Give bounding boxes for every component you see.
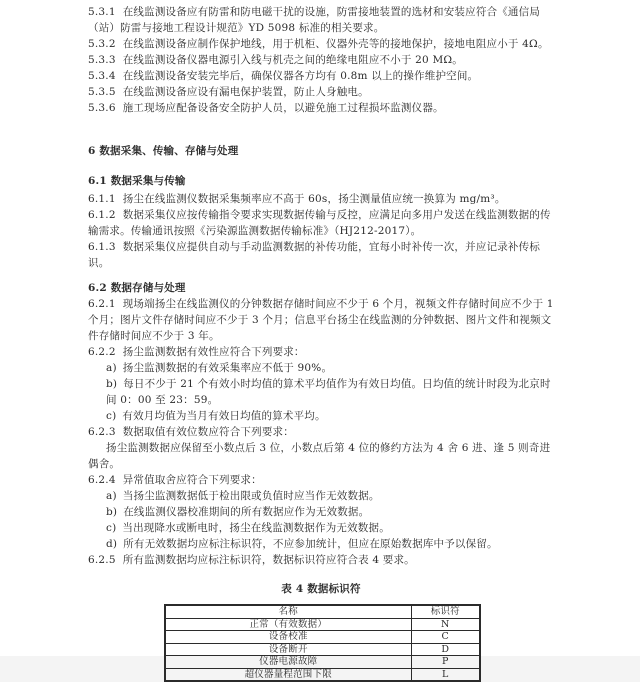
clause-number: 6.1.3 xyxy=(88,241,116,253)
clause-number: 6.1.1 xyxy=(88,193,116,205)
item-label: c) xyxy=(106,410,117,422)
list-item-624-b xyxy=(88,504,554,520)
clause-6-2-3-paragraph: 扬尘监测数据应保留至小数点后 3 位，小数点后第 4 位的修约方法为 4 舍 6 进、逢 5 则奇进偶舍。 xyxy=(88,442,551,470)
clause-number: 5.3.2 xyxy=(88,38,116,50)
section-6-heading: 6 数据采集、传输、存储与处理 xyxy=(88,145,239,157)
clause-number: 5.3.4 xyxy=(88,70,116,82)
table-row xyxy=(165,656,480,669)
section-6-1-heading: 6.1 数据采集与传输 xyxy=(88,175,186,187)
clause-text: 扬尘监测数据有效性应符合下列要求： xyxy=(122,346,305,358)
clause-5-3-3 xyxy=(88,52,554,68)
item-text: 所有无效数据均应标注标识符，不应参加统计，但应在原始数据库中予以保留。 xyxy=(123,538,498,550)
clause-number: 5.3.3 xyxy=(88,54,116,66)
row-code: C xyxy=(412,631,480,644)
item-text: 当扬尘监测数据低于检出限或负值时应当作无效数据。 xyxy=(122,490,380,502)
clause-5-3-5 xyxy=(88,84,554,100)
table-row xyxy=(165,618,480,631)
clause-5-3-4 xyxy=(88,68,554,84)
item-text: 每日不少于 21 个有效小时均值的算术平均值作为有效日均值。日均值的统计时段为北京时间 0：00 至 23：59。 xyxy=(106,378,551,406)
item-label: c) xyxy=(106,522,117,534)
list-item-622-b xyxy=(88,376,554,408)
list-item-624-d xyxy=(88,536,554,552)
item-label: d) xyxy=(106,538,118,550)
clause-5-3-6 xyxy=(88,100,554,116)
item-text: 有效月均值为当月有效日均值的算术平均。 xyxy=(122,410,326,422)
document-content xyxy=(88,4,554,682)
item-text: 在线监测仪器校准期间的所有数据应作为无效数据。 xyxy=(123,506,370,518)
clause-text: 数据采集仪应提供自动与手动监测数据的补传功能，宜每小时补传一次，并应记录补传标识。 xyxy=(88,241,541,269)
clause-6-2-5 xyxy=(88,552,554,568)
row-name: 正常（有效数据） xyxy=(165,618,412,631)
clause-text: 施工现场应配备设备安全防护人员，以避免施工过程损坏监测仪器。 xyxy=(122,102,444,114)
row-name: 超仪器量程范围下限 xyxy=(165,668,412,681)
item-text: 扬尘监测数据的有效采集率应不低于 90%。 xyxy=(122,362,333,374)
table-4-block xyxy=(164,581,479,682)
row-name: 仪器电源故障 xyxy=(165,656,412,669)
list-item-624-c xyxy=(88,520,554,536)
row-code: D xyxy=(412,643,480,656)
row-name: 设备校准 xyxy=(165,631,412,644)
table-row xyxy=(165,643,480,656)
list-item-622-c xyxy=(88,408,554,424)
section-6-2-heading: 6.2 数据存储与处理 xyxy=(88,282,186,294)
clause-number: 5.3.1 xyxy=(88,6,116,18)
clause-6-2-2 xyxy=(88,344,554,360)
clause-6-1-3 xyxy=(88,239,554,271)
table-row xyxy=(165,631,480,644)
clause-text: 在线监测设备应制作保护地线，用于机柜、仪器外壳等的接地保护，接地电阻应小于 4Ω。 xyxy=(122,38,549,50)
row-code: L xyxy=(412,668,480,681)
table-header-row xyxy=(165,605,480,618)
item-label: a) xyxy=(106,362,117,374)
list-item-624-a xyxy=(88,488,554,504)
table-header-name: 名称 xyxy=(165,605,412,618)
clause-number: 6.2.3 xyxy=(88,426,116,438)
clause-text: 在线监测设备应设有漏电保护装置，防止人身触电。 xyxy=(122,86,369,98)
clause-number: 6.2.4 xyxy=(88,474,116,486)
row-code: P xyxy=(412,656,480,669)
item-label: b) xyxy=(106,506,118,518)
data-identifier-table xyxy=(164,604,481,682)
clause-text: 在线监测设备仪器电源引入线与机壳之间的绝缘电阻应不小于 20 MΩ。 xyxy=(122,54,464,66)
clause-number: 5.3.5 xyxy=(88,86,116,98)
clause-5-3-2 xyxy=(88,36,554,52)
clause-5-3-1 xyxy=(88,4,554,36)
clause-number: 6.2.2 xyxy=(88,346,116,358)
clause-6-2-4 xyxy=(88,472,554,488)
clause-text: 异常值取舍应符合下列要求： xyxy=(122,474,262,486)
clause-number: 6.2.1 xyxy=(88,298,116,310)
clause-text: 数据取值有效位数应符合下列要求： xyxy=(122,426,294,438)
list-item-622-a xyxy=(88,360,554,376)
clause-text: 现场端扬尘在线监测仪的分钟数据存储时间应不少于 6 个月，视频文件存储时间应不少于 1 个月；图片文件存储时间应不少于 3 个月；信息平台扬尘在线监测的分钟数据、图片文件和视频文件存储时间应不少于 3 年。 xyxy=(88,298,554,342)
clause-number: 5.3.6 xyxy=(88,102,116,114)
clause-text: 扬尘在线监测仪数据采集频率应不高于 60s，扬尘测量值应统一换算为 mg/m³。 xyxy=(122,193,506,205)
clause-6-1-2 xyxy=(88,207,554,239)
table-header-code: 标识符 xyxy=(412,605,480,618)
clause-6-2-3 xyxy=(88,424,554,440)
clause-6-2-1 xyxy=(88,296,554,344)
item-label: a) xyxy=(106,490,117,502)
clause-text: 在线监测设备应有防雷和防电磁干扰的设施，防雷接地装置的选材和安装应符合《通信局（站）防雷与接地工程设计规范》YD 5098 标准的相关要求。 xyxy=(88,6,541,34)
row-code: N xyxy=(412,618,480,631)
item-label: b) xyxy=(106,378,118,390)
clause-text: 在线监测设备安装完毕后，确保仪器各方均有 0.8m 以上的操作维护空间。 xyxy=(122,70,479,82)
clause-number: 6.2.5 xyxy=(88,554,116,566)
row-name: 设备断开 xyxy=(165,643,412,656)
table-row xyxy=(165,668,480,681)
table-4-title: 表 4 数据标识符 xyxy=(281,583,361,595)
clause-6-1-1 xyxy=(88,191,554,207)
clause-number: 6.1.2 xyxy=(88,209,116,221)
clause-text: 数据采集仪应按传输指令要求实现数据传输与反控，应满足向多用户发送在线监测数据的传输需求。传输通讯按照《污染源监测数据传输标准》（HJ212-2017）。 xyxy=(88,209,551,237)
item-text: 当出现降水或断电时，扬尘在线监测数据作为无效数据。 xyxy=(122,522,390,534)
clause-text: 所有监测数据均应标注标识符，数据标识符应符合表 4 要求。 xyxy=(122,554,415,566)
